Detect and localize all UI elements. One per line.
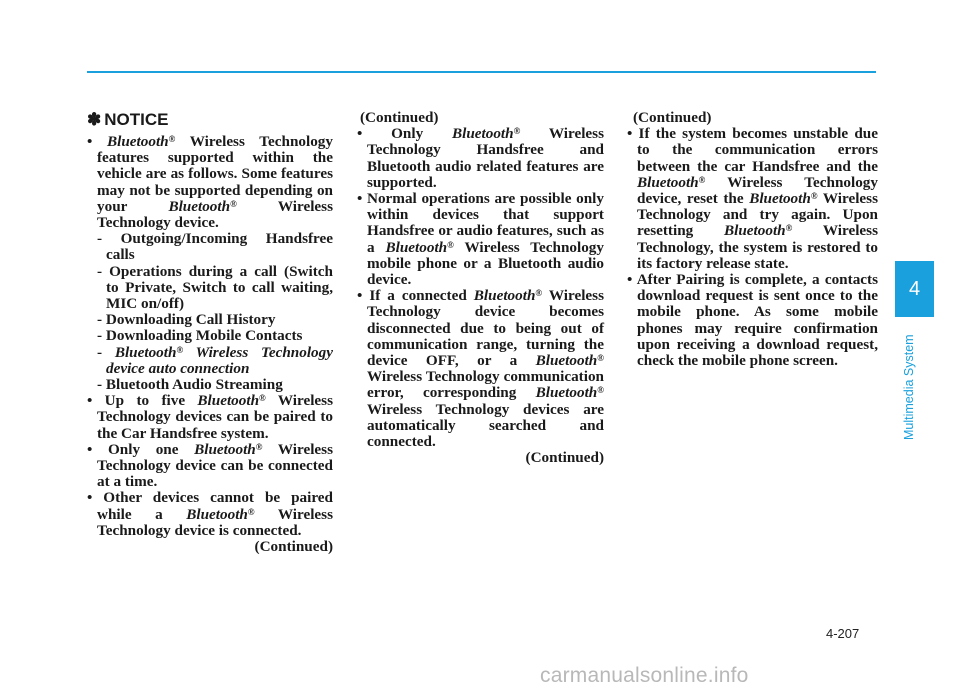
sub-item: - Downloading Call History [97,311,276,329]
continued-label: (Continued) [525,449,604,467]
list-item: • Only Bluetooth® Wireless Technology Handsfree and Bluetooth audio related features are supported. [357,125,604,191]
chapter-label: Multimedia System [902,334,916,440]
sub-item: - Bluetooth Audio Streaming [97,376,283,394]
header-rule [87,71,876,73]
sub-item: - Outgoing/Incoming Handsfree calls [97,230,333,264]
continued-label: (Continued) [254,538,333,556]
notice-title: NOTICE [104,110,169,129]
sub-item: - Downloading Mobile Contacts [97,327,303,345]
notice-heading [87,110,333,130]
page-number: 4-207 [826,626,860,641]
chapter-tab: 4 [895,261,934,317]
list-item: • If the system becomes unstable due to the communication errors between the car Handsfree and the Bluetooth® Wireless Technology device, reset the Bluetooth® Wireless Technology and try again. Upon resetting Bluetooth® Wireless Technology, the system is restored to its factory release state. [627,125,878,272]
column-2 [357,110,604,466]
list-item: • Only one Bluetooth® Wireless Technology device can be connected at a time. [87,440,333,491]
continued-label: (Continued) [360,109,439,126]
column-1 [87,110,333,555]
continued-label: (Continued) [633,109,712,126]
watermark: carmanualsonline.info [540,664,749,687]
column-3 [627,110,878,369]
list-item: • Up to five Bluetooth® Wireless Technology devices can be paired to the Car Handsfree system. [87,392,333,442]
notice-star-icon: ✽ [87,110,102,129]
list-item: • Bluetooth® Wireless Technology features supported within the vehicle are as follows. Some features may not be supported depending on your Bluetooth® Wireless Technology device. [87,133,333,232]
sub-item: - Operations during a call (Switch to Private, Switch to call waiting, MIC on/off) [97,262,333,313]
sub-item: - Bluetooth® Wireless Technology device auto connection [97,343,333,377]
list-item: • If a connected Bluetooth® Wireless Technology device becomes disconnected due to being out of communication range, turning the device OFF, or a Bluetooth® Wireless Technology communication error, corresponding Bluetooth® Wireless Technology devices are automatically searched and connected. [357,287,604,451]
list-item: • Normal operations are possible only within devices that support Handsfree or audio features, such as a Bluetooth® Wireless Technology mobile phone or a Bluetooth audio device. [357,190,604,289]
list-item: • Other devices cannot be paired while a Bluetooth® Wireless Technology device is connected. [87,489,333,539]
list-item: • After Pairing is complete, a contacts download request is sent once to the mobile phone. As some mobile phones may require confirmation upon receiving a download request, check the mobile phone screen. [627,271,878,370]
